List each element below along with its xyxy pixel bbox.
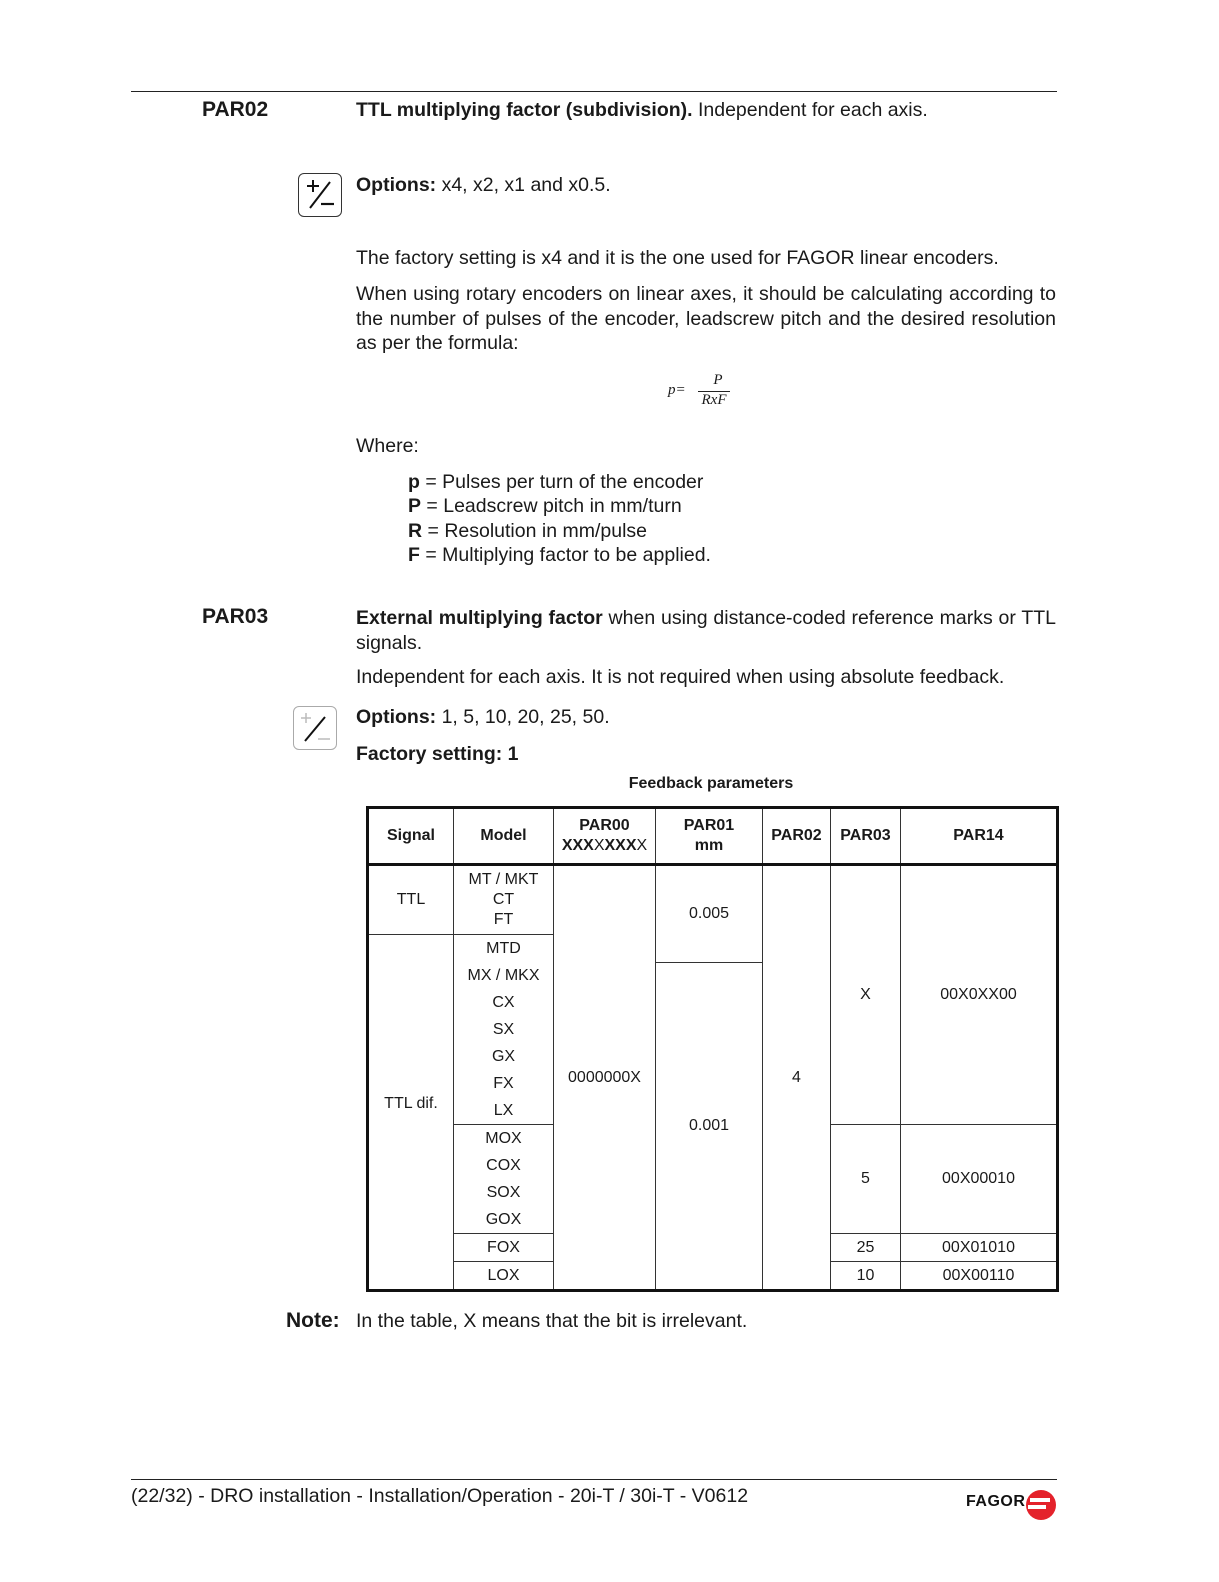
par03-cell: 5 <box>831 1125 901 1234</box>
model-cell: FOX <box>454 1234 554 1262</box>
model-cell: LOX <box>454 1262 554 1291</box>
header-par03: PAR03 <box>831 808 901 865</box>
par14-cell: 00X00110 <box>901 1262 1058 1291</box>
par02-cell: 4 <box>763 865 831 1291</box>
par03-factory-setting: Factory setting: 1 <box>356 743 519 765</box>
header-par00: PAR00 XXXXXXXX <box>554 808 656 865</box>
par03-cell: 25 <box>831 1234 901 1262</box>
model-cell: MT / MKT CT FT <box>454 865 554 935</box>
definition-item: P = Leadscrew pitch in mm/turn <box>408 495 682 518</box>
feedback-parameters-table <box>366 806 1059 1292</box>
footer-divider <box>131 1479 1057 1480</box>
definition-item: p = Pulses per turn of the encoder <box>408 471 704 493</box>
par03-title: External multiplying factor when using distance-coded reference marks or TTL signals. <box>356 607 1057 654</box>
par03-options: Options: 1, 5, 10, 20, 25, 50. <box>356 706 610 728</box>
signal-cell: TTL dif. <box>368 935 454 1291</box>
definition-item: R = Resolution in mm/pulse <box>408 519 647 542</box>
signal-cell: TTL <box>368 865 454 935</box>
table-row <box>368 865 1058 935</box>
note-label: Note: <box>286 1309 340 1332</box>
model-cell: GOX <box>454 1206 554 1234</box>
par03-independent-text: Independent for each axis. It is not required when using absolute feedback. <box>356 666 1005 688</box>
note-text: In the table, X means that the bit is irrelevant. <box>356 1310 748 1332</box>
model-cell: GX <box>454 1043 554 1070</box>
par01-cell: 0.001 <box>656 962 763 1291</box>
table-header-row <box>368 808 1058 865</box>
par14-cell: 00X0XX00 <box>901 865 1058 1125</box>
par02-factory-text: The factory setting is x4 and it is the one used for FAGOR linear encoders. <box>356 247 999 269</box>
header-par14: PAR14 <box>901 808 1058 865</box>
model-cell: MOX <box>454 1125 554 1153</box>
definition-item: F = Multiplying factor to be applied. <box>408 543 711 566</box>
footer-text: (22/32) - DRO installation - Installation/Operation - 20i-T / 30i-T - V0612 <box>131 1485 749 1507</box>
header-model: Model <box>454 808 554 865</box>
par14-cell: 00X01010 <box>901 1234 1058 1262</box>
header-par01: PAR01 mm <box>656 808 763 865</box>
plus-minus-icon <box>298 173 342 217</box>
formula-definitions <box>408 470 711 567</box>
model-cell: COX <box>454 1152 554 1179</box>
par02-options: Options: x4, x2, x1 and x0.5. <box>356 174 611 196</box>
options-icon <box>293 706 337 750</box>
model-cell: LX <box>454 1097 554 1125</box>
table-caption: Feedback parameters <box>628 775 794 792</box>
model-cell: FX <box>454 1070 554 1097</box>
par03-cell: 10 <box>831 1262 901 1291</box>
par02-code: PAR02 <box>202 98 269 121</box>
par00-cell: 0000000X <box>554 865 656 1291</box>
model-cell: CX <box>454 989 554 1016</box>
model-cell: SOX <box>454 1179 554 1206</box>
par14-cell: 00X00010 <box>901 1125 1058 1234</box>
where-label: Where: <box>356 435 419 457</box>
par03-code: PAR03 <box>202 605 269 628</box>
model-cell: MX / MKX <box>454 962 554 989</box>
par01-cell: 0.005 <box>656 865 763 963</box>
par02-title: TTL multiplying factor (subdivision). Independent for each axis. <box>356 99 928 121</box>
model-cell: SX <box>454 1016 554 1043</box>
top-divider <box>131 91 1057 92</box>
header-signal: Signal <box>368 808 454 865</box>
par03-cell: X <box>831 865 901 1125</box>
model-cell: MTD <box>454 935 554 963</box>
header-par02: PAR02 <box>763 808 831 865</box>
fagor-logo-icon <box>1024 1488 1058 1522</box>
par02-rotary-text: When using rotary encoders on linear axes, it should be calculating according to the number of pulses of the encoder, leadscrew pitch and the desired resolution as per the formula: <box>356 283 1056 354</box>
